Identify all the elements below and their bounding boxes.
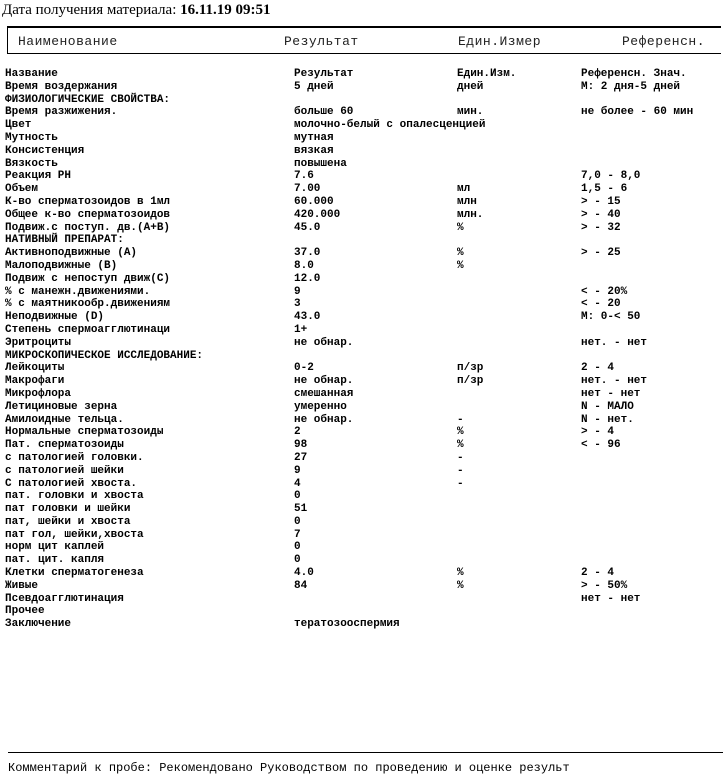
row-result: 8.0 xyxy=(294,259,314,272)
row-result: 9 xyxy=(294,464,301,477)
table-header xyxy=(7,26,721,54)
received-date-label: Дата получения материала: xyxy=(2,2,177,18)
row-unit: - xyxy=(457,464,464,477)
row-reference: М: 0-< 50 xyxy=(581,311,641,324)
row-name: Время разжижения. xyxy=(5,106,118,119)
table-row xyxy=(5,94,723,107)
row-result: 420.000 xyxy=(294,208,341,221)
table-row xyxy=(5,541,723,554)
row-name: пат гол, шейки,хвоста xyxy=(5,528,144,541)
row-result: 0 xyxy=(294,541,301,554)
table-row xyxy=(5,119,723,132)
row-reference: нет - нет xyxy=(581,387,641,400)
table-row xyxy=(5,478,723,491)
row-name: Время воздержания xyxy=(5,80,118,93)
row-result: 27 xyxy=(294,451,308,464)
row-name: Прочее xyxy=(5,605,45,618)
row-result: вязкая xyxy=(294,144,334,157)
table-row xyxy=(5,234,723,247)
row-name: ФИЗИОЛОГИЧЕСКИЕ СВОЙСТВА: xyxy=(5,93,171,106)
row-name: Пат. сперматозоиды xyxy=(5,439,124,452)
row-name: пат. головки и хвоста xyxy=(5,490,144,503)
row-reference: > - 32 xyxy=(581,221,621,234)
header-result: Результат xyxy=(284,34,359,49)
row-result: 9 xyxy=(294,285,301,298)
table-row xyxy=(5,465,723,478)
row-unit: % xyxy=(457,426,464,439)
received-date-line xyxy=(2,2,271,19)
table-row xyxy=(5,183,723,196)
row-name: пат головки и шейки xyxy=(5,503,131,516)
footer-divider xyxy=(8,752,723,753)
table-row xyxy=(5,145,723,158)
row-result: не обнар. xyxy=(294,336,354,349)
row-name: Цвет xyxy=(5,119,32,132)
row-unit: % xyxy=(457,567,464,580)
table-row xyxy=(5,311,723,324)
table-row xyxy=(5,286,723,299)
row-unit: - xyxy=(457,477,464,490)
received-date-value: 16.11.19 09:51 xyxy=(180,2,271,18)
table-row xyxy=(5,490,723,503)
row-unit: Един.Изм. xyxy=(457,68,517,80)
row-result: 4 xyxy=(294,477,301,490)
row-name: Заключение xyxy=(5,618,72,631)
table-row xyxy=(5,350,723,363)
row-unit: мин. xyxy=(457,106,484,119)
row-result: 7.6 xyxy=(294,170,314,183)
row-name: Подвиж с непоступ движ(С) xyxy=(5,272,171,285)
row-unit: % xyxy=(457,247,464,260)
row-reference: 2 - 4 xyxy=(581,362,615,375)
row-result: 1+ xyxy=(294,323,308,336)
row-name: Макрофаги xyxy=(5,375,65,388)
row-result: 3 xyxy=(294,298,301,311)
row-name: Подвиж.с поступ. дв.(А+В) xyxy=(5,221,171,234)
row-result: 7 xyxy=(294,528,301,541)
row-name: Консистенция xyxy=(5,144,85,157)
row-name: Общее к-во сперматозоидов xyxy=(5,208,171,221)
row-name: с патологией шейки xyxy=(5,464,124,477)
row-name: Клетки сперматогенеза xyxy=(5,567,144,580)
row-reference: N - МАЛО xyxy=(581,400,634,413)
table-row xyxy=(5,503,723,516)
table-row xyxy=(5,618,723,631)
table-row xyxy=(5,401,723,414)
row-reference: нет. - нет xyxy=(581,375,648,388)
table-row xyxy=(5,337,723,350)
row-result: Результат xyxy=(294,68,354,80)
row-reference: не более - 60 мин xyxy=(581,106,694,119)
row-name: Название xyxy=(5,68,58,80)
row-result: смешанная xyxy=(294,387,354,400)
table-row xyxy=(5,529,723,542)
footer-comment: Комментарий к пробе: Рекомендовано Руководством по проведению и оценке результ xyxy=(8,761,570,775)
row-name: пат. цит. капля xyxy=(5,554,105,567)
row-result: 84 xyxy=(294,579,308,592)
table-row xyxy=(5,222,723,235)
row-result: молочно-белый с опалесценцией xyxy=(294,119,486,132)
row-name: Летициновые зерна xyxy=(5,400,118,413)
row-unit: % xyxy=(457,259,464,272)
row-name: % с маятникообр.движениям xyxy=(5,298,171,311)
table-row xyxy=(5,247,723,260)
table-row xyxy=(5,605,723,618)
table-row xyxy=(5,260,723,273)
row-result: 45.0 xyxy=(294,221,321,234)
table-row xyxy=(5,439,723,452)
row-result: 60.000 xyxy=(294,195,334,208)
row-reference: < - 20% xyxy=(581,285,628,298)
row-result: 0 xyxy=(294,554,301,567)
row-result: больше 60 xyxy=(294,106,354,119)
table-row xyxy=(5,516,723,529)
row-result: 0 xyxy=(294,515,301,528)
row-name: Неподвижные (D) xyxy=(5,311,105,324)
row-result: 2 xyxy=(294,426,301,439)
row-unit: % xyxy=(457,221,464,234)
header-reference: Референсн. xyxy=(622,34,706,49)
row-result: 51 xyxy=(294,503,308,516)
row-result: повышена xyxy=(294,157,347,170)
row-result: тератозооспермия xyxy=(294,618,400,631)
row-name: Микрофлора xyxy=(5,387,72,400)
row-reference: N - нет. xyxy=(581,413,634,426)
row-name: норм цит каплей xyxy=(5,541,105,554)
row-name: % с манежн.движениями. xyxy=(5,285,151,298)
row-name: НАТИВНЫЙ ПРЕПАРАТ: xyxy=(5,234,124,247)
table-row xyxy=(5,170,723,183)
row-name: МИКРОСКОПИЧЕСКОЕ ИССЛЕДОВАНИЕ: xyxy=(5,349,204,362)
row-reference: 1,5 - 6 xyxy=(581,183,628,196)
row-name: Живые xyxy=(5,579,39,592)
row-name: Вязкость xyxy=(5,157,58,170)
row-reference: Референсн. Знач. xyxy=(581,68,687,80)
row-name: Амилоидные тельца. xyxy=(5,413,124,426)
row-result: 0 xyxy=(294,490,301,503)
table-row xyxy=(5,132,723,145)
row-name: Реакция РН xyxy=(5,170,72,183)
row-result: не обнар. xyxy=(294,413,354,426)
row-name: Лейкоциты xyxy=(5,362,65,375)
row-name: Нормальные сперматозоиды xyxy=(5,426,164,439)
table-row xyxy=(5,452,723,465)
row-unit: дней xyxy=(457,80,484,93)
row-result: 4.0 xyxy=(294,567,314,580)
table-row xyxy=(5,567,723,580)
row-name: пат, шейки и хвоста xyxy=(5,515,131,528)
row-reference: 2 - 4 xyxy=(581,567,615,580)
row-reference: > - 25 xyxy=(581,247,621,260)
row-unit: % xyxy=(457,579,464,592)
table-row xyxy=(5,593,723,606)
row-result: 0-2 xyxy=(294,362,314,375)
row-reference: < - 20 xyxy=(581,298,621,311)
table-row xyxy=(5,81,723,94)
table-row xyxy=(5,554,723,567)
table-row xyxy=(5,196,723,209)
row-name: Объем xyxy=(5,183,39,196)
row-reference: М: 2 дня-5 дней xyxy=(581,80,681,93)
row-name: Активноподвижные (А) xyxy=(5,247,138,260)
row-unit: п/зр xyxy=(457,362,484,375)
row-unit: п/зр xyxy=(457,375,484,388)
row-name: Степень спермоагглютинаци xyxy=(5,323,171,336)
table-row xyxy=(5,375,723,388)
row-result: 7.00 xyxy=(294,183,321,196)
row-name: Малоподвижные (В) xyxy=(5,259,118,272)
row-name: К-во сперматозоидов в 1мл xyxy=(5,195,171,208)
row-result: 37.0 xyxy=(294,247,321,260)
row-reference: нет. - нет xyxy=(581,336,648,349)
row-reference: > - 50% xyxy=(581,579,628,592)
row-result: 98 xyxy=(294,439,308,452)
row-unit: мл xyxy=(457,183,471,196)
row-name: Эритроциты xyxy=(5,336,72,349)
results-table xyxy=(5,68,723,631)
row-unit: - xyxy=(457,413,464,426)
table-row xyxy=(5,273,723,286)
row-result: не обнар. xyxy=(294,375,354,388)
table-row xyxy=(5,388,723,401)
row-reference: нет - нет xyxy=(581,592,641,605)
row-unit: - xyxy=(457,451,464,464)
row-name: С патологией хвоста. xyxy=(5,477,138,490)
table-row xyxy=(5,414,723,427)
row-reference: < - 96 xyxy=(581,439,621,452)
row-unit: млн. xyxy=(457,208,484,221)
row-reference: > - 40 xyxy=(581,208,621,221)
header-name: Наименование xyxy=(18,34,118,49)
row-name: Мутность xyxy=(5,131,58,144)
table-row xyxy=(5,362,723,375)
row-result: умеренно xyxy=(294,400,347,413)
row-reference: > - 15 xyxy=(581,195,621,208)
row-result: 43.0 xyxy=(294,311,321,324)
table-row xyxy=(5,209,723,222)
table-row xyxy=(5,68,723,81)
row-unit: млн xyxy=(457,195,477,208)
row-unit: % xyxy=(457,439,464,452)
header-unit: Един.Измер xyxy=(458,34,542,49)
table-row xyxy=(5,324,723,337)
row-result: 12.0 xyxy=(294,272,321,285)
row-reference: 7,0 - 8,0 xyxy=(581,170,641,183)
row-reference: > - 4 xyxy=(581,426,615,439)
row-result: мутная xyxy=(294,131,334,144)
table-row xyxy=(5,298,723,311)
table-row xyxy=(5,426,723,439)
table-row xyxy=(5,580,723,593)
row-result: 5 дней xyxy=(294,80,334,93)
table-row xyxy=(5,106,723,119)
row-name: Псевдоагглютинация xyxy=(5,592,124,605)
table-row xyxy=(5,158,723,171)
row-name: с патологией головки. xyxy=(5,451,144,464)
